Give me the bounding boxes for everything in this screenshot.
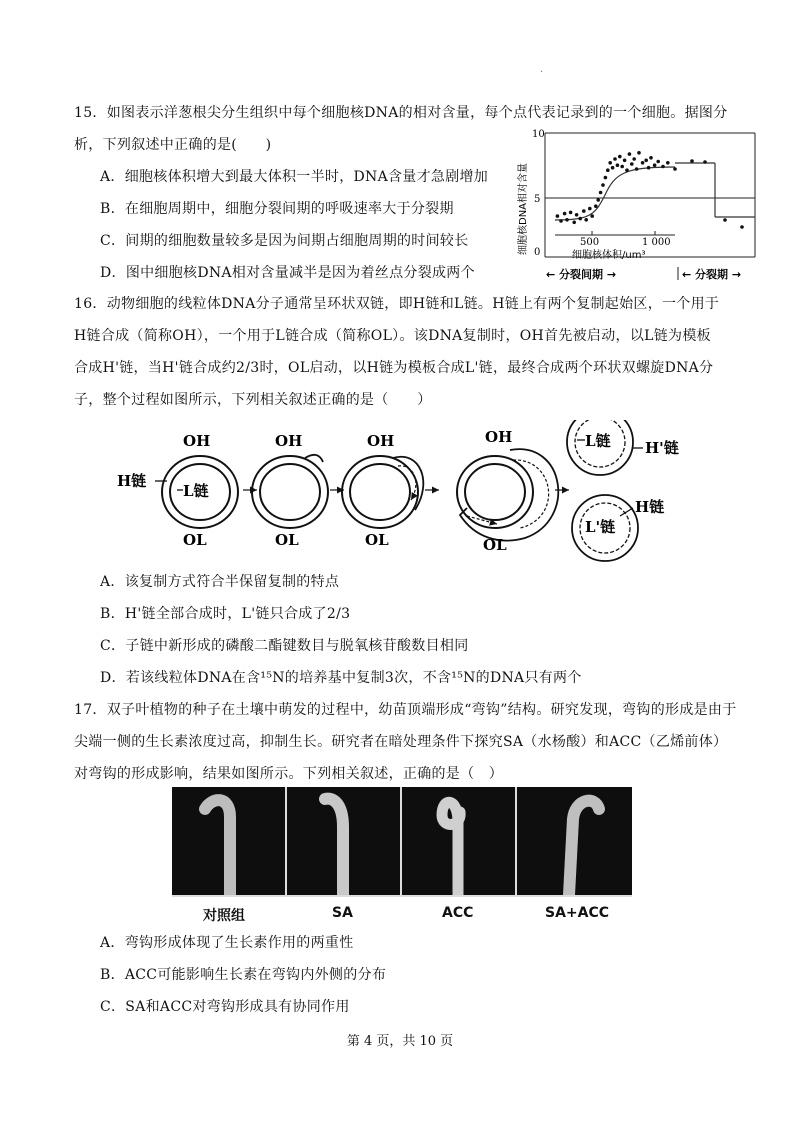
- chart-division-point: [690, 159, 694, 163]
- chart-point: [590, 214, 594, 218]
- q15-option-c: C．间期的细胞数量较多是因为间期占细胞周期的时间较长: [100, 233, 469, 249]
- phase-interphase-label: ← 分裂间期 →: [546, 268, 617, 281]
- ol-label: OL: [275, 531, 299, 549]
- q16-option-a: A．该复制方式符合半保留复制的特点: [100, 574, 340, 590]
- chart-point: [661, 165, 665, 169]
- chart-point: [565, 218, 569, 222]
- chart-point: [649, 156, 653, 160]
- header-mark: .: [540, 64, 544, 75]
- chart-division-point: [740, 225, 744, 229]
- q15-option-d: D．图中细胞核DNA相对含量减半是因为着丝点分裂成两个: [100, 265, 475, 281]
- q16-option-b: B．H'链全部合成时，L'链只合成了2/3: [100, 606, 351, 622]
- ol-label: OL: [365, 531, 389, 549]
- new-strand-dashed: [513, 460, 549, 528]
- q16-diagram-svg: [115, 420, 715, 565]
- chart-point: [656, 160, 660, 164]
- chart-point: [641, 161, 645, 165]
- chart-division-point: [703, 160, 707, 164]
- chart-point: [582, 209, 586, 213]
- chart-point: [584, 218, 588, 222]
- q16-option-d: D．若该线粒体DNA在含¹⁵N的培养基中复制3次，不含¹⁵N的DNA只有两个: [100, 670, 582, 686]
- oh-label: OH: [183, 432, 211, 450]
- dna-circle-inner: [465, 464, 525, 520]
- chart-point: [630, 162, 634, 166]
- dna-circle-outer: [252, 456, 328, 528]
- chart-point: [599, 191, 603, 195]
- chart-point: [613, 157, 617, 161]
- chart-point: [563, 212, 567, 216]
- chart-point: [578, 217, 582, 221]
- chart-xtick-1000: 1 000: [642, 237, 671, 248]
- photo-sa-acc: [517, 787, 632, 895]
- h-chain-label: H链: [117, 472, 147, 490]
- chart-point: [644, 159, 648, 163]
- l-chain-label: L链: [585, 432, 611, 450]
- chart-point: [572, 221, 576, 225]
- l-prime-label: L'链: [585, 518, 616, 536]
- chart-point: [559, 219, 563, 223]
- chart-point: [625, 168, 629, 172]
- chart-point: [575, 213, 579, 217]
- q16-option-c: C．子链中新形成的磷酸二酯键数目与脱氧核苷酸数目相同: [100, 638, 469, 654]
- q17-stem-line1: 17．双子叶植物的种子在土壤中萌发的过程中，幼苗顶端形成“弯钩”结构。研究发现，弯钩的形成是由于: [74, 702, 737, 718]
- chart-point: [632, 157, 636, 161]
- chart-point: [556, 214, 560, 218]
- dna-circle-inner: [350, 464, 410, 520]
- chart-point: [569, 211, 573, 215]
- chart-fit-curve: [555, 167, 675, 220]
- chart-ytick-0: 0: [534, 247, 541, 258]
- q15-chart: [510, 125, 760, 285]
- dna-circle-outer: [342, 456, 418, 528]
- chart-point: [628, 152, 632, 156]
- chart-point: [666, 161, 670, 165]
- chart-point: [618, 155, 622, 159]
- chart-point: [594, 204, 598, 208]
- chart-point: [623, 159, 627, 163]
- chart-point: [611, 166, 615, 170]
- photo-control: [172, 787, 287, 895]
- q17-option-a: A．弯钩形成体现了生长素作用的两重性: [100, 935, 354, 951]
- chart-inner-axes: [555, 231, 675, 235]
- photo-label-acc: ACC: [442, 905, 474, 921]
- chart-point: [653, 163, 657, 167]
- chart-division-point: [723, 218, 727, 222]
- chart-point: [637, 151, 641, 155]
- q15-stem-line1: 15．如图表示洋葱根尖分生组织中每个细胞核DNA的相对含量，每个点代表记录到的一个细胞。据图分: [74, 105, 728, 121]
- chart-point: [596, 198, 600, 202]
- chart-point: [635, 167, 639, 171]
- l-chain-label: L链: [183, 482, 209, 500]
- chart-xlabel: 细胞核体积/um³: [572, 250, 646, 261]
- oh-label: OH: [367, 432, 395, 450]
- q15-chart-svg: [510, 125, 760, 285]
- page-footer: 第 4 页，共 10 页: [346, 1034, 454, 1049]
- chart-ytick-5: 5: [534, 194, 541, 205]
- chart-ytick-10: 10: [532, 129, 545, 140]
- chart-point: [673, 167, 677, 171]
- dna-circle-outer: [457, 456, 533, 528]
- q17-option-b: B．ACC可能影响生长素在弯钩内外侧的分布: [100, 967, 387, 983]
- photo-label-sa-acc: SA+ACC: [545, 905, 610, 921]
- chart-point: [608, 161, 612, 165]
- chart-point: [588, 207, 592, 211]
- replication-loop: [460, 449, 558, 540]
- dna-circle-inner: [260, 464, 320, 520]
- chart-point: [601, 183, 605, 187]
- q17-photo-strip: [172, 787, 632, 897]
- photo-label-sa: SA: [332, 905, 353, 921]
- phase-division-label: ← 分裂期 →: [682, 268, 742, 281]
- q17-option-c: C．SA和ACC对弯钩形成具有协同作用: [100, 999, 350, 1015]
- q15-option-b: B．在细胞周期中，细胞分裂间期的呼吸速率大于分裂期: [100, 201, 454, 217]
- chart-point: [647, 166, 651, 170]
- q15-option-a: A．细胞核体积增大到最大体积一半时，DNA含量才急剧增加: [100, 169, 489, 185]
- photo-sa: [287, 787, 402, 895]
- q15-stem-line2: 析，下列叙述中正确的是( ): [74, 137, 272, 153]
- q17-stem-line2: 尖端一侧的生长素浓度过高，抑制生长。研究者在暗处理条件下探究SA（水杨酸）和ACC（乙烯前体）: [74, 734, 728, 750]
- chart-point: [620, 165, 624, 169]
- q16-stem-line2: H链合成（简称OH），一个用于L链合成（简称OL）。该DNA复制时，OH首先被启动，以L链为模板: [74, 328, 711, 344]
- chart-point: [616, 163, 620, 167]
- chart-ylabel: 细胞核DNA相对含量: [518, 162, 529, 255]
- ol-label: OL: [483, 536, 507, 554]
- q16-stem-line3: 合成H'链，当H'链合成约2/3时，OL启动，以H链为模板合成L'链，最终合成两个环状双螺旋DNA分: [74, 360, 714, 376]
- chart-point: [606, 168, 610, 172]
- q17-stem-line3: 对弯钩的形成影响，结果如图所示。下列相关叙述，正确的是（ ）: [74, 766, 503, 782]
- ol-label: OL: [183, 531, 207, 549]
- q16-diagram: [115, 420, 715, 565]
- oh-label: OH: [485, 428, 513, 446]
- photo-label-control: 对照组: [203, 908, 245, 924]
- q16-stem-line1: 16．动物细胞的线粒体DNA分子通常呈环状双链，即H链和L链。H链上有两个复制起始区，一个用于: [74, 296, 720, 312]
- h-chain-label: H链: [635, 498, 665, 516]
- h-prime-label: H'链: [645, 439, 679, 457]
- photo-acc: [402, 787, 517, 895]
- q16-stem-line4: 子，整个过程如图所示，下列相关叙述正确的是（ ）: [74, 392, 432, 408]
- oh-label: OH: [275, 432, 303, 450]
- chart-point: [604, 176, 608, 180]
- chart-xtick-500: 500: [580, 237, 600, 248]
